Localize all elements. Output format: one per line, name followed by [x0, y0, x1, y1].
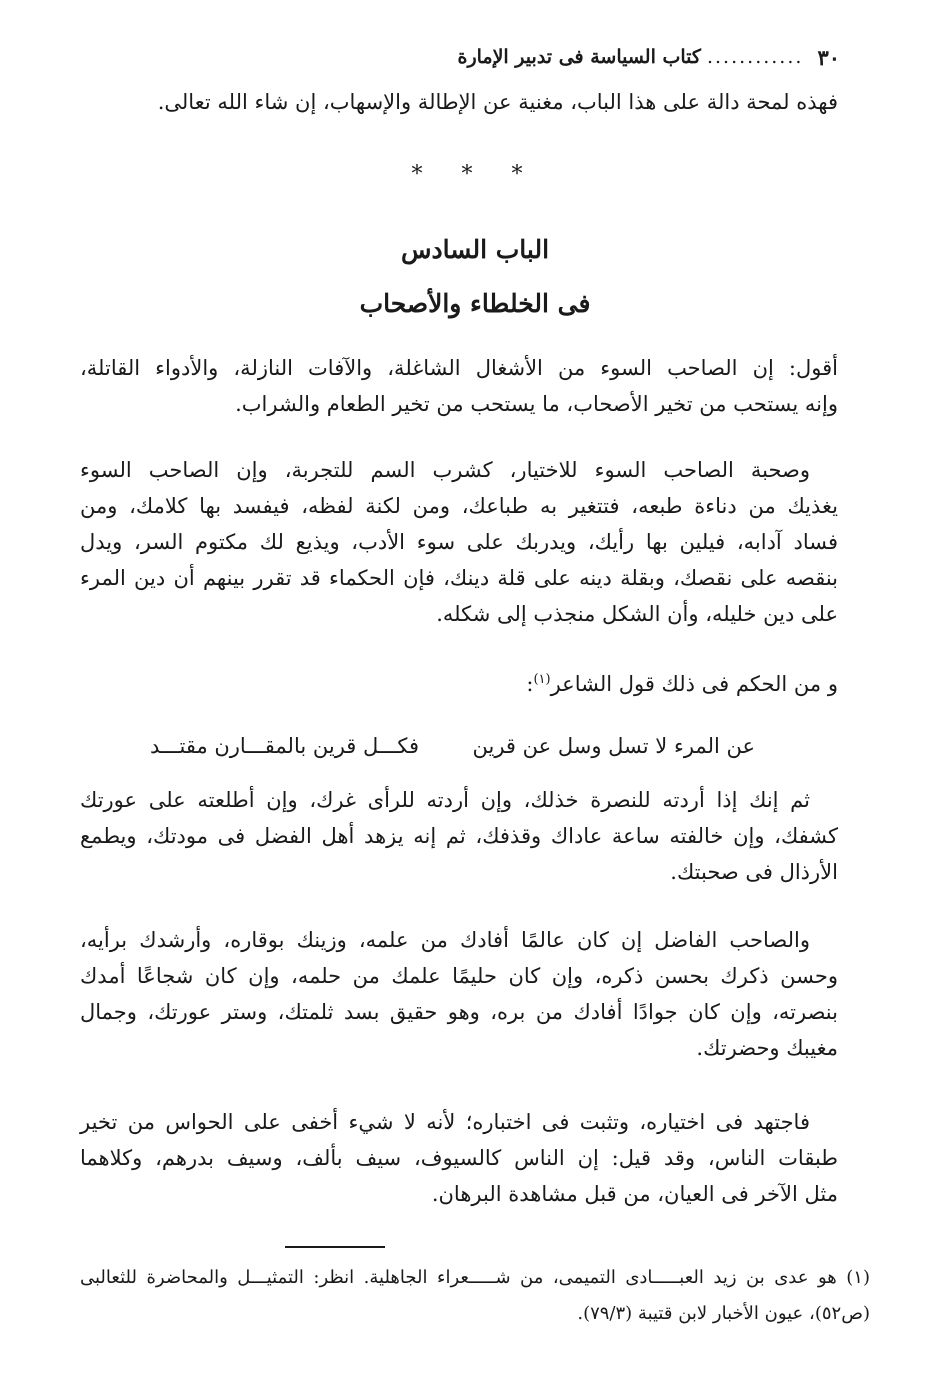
paragraph-2 [80, 452, 838, 632]
text-line: ثم إنك إذا أردته للنصرة خذلك، وإن أردته للرأى غرك، وإن أطلعته على عورتك [80, 788, 810, 812]
text-line: مثل الآخر فى العيان، من قبل مشاهدة البرهان. [431, 1182, 838, 1206]
text-line: بنقصه على نقصك، وبقلة دينه على قلة دينك، فإن الحكماء قد تقرر بينهم أن دين المرء [80, 566, 838, 590]
verse-second-hemistich: فكـــل قرين بالمقـــارن مقتـــد [150, 734, 419, 758]
text-line: يغذيك من دناءة طبعه، فتتغير به طباعك، ومن لكنة لفظه، فيفسد بها كلامك، ومن [80, 494, 838, 518]
text-line: على دين خليله، وأن الشكل منجذب إلى شكله. [436, 602, 838, 626]
paragraph-4 [80, 782, 838, 890]
footnote-divider [285, 1246, 385, 1248]
text-line: الأرذال فى صحبتك. [670, 860, 838, 884]
footnote [80, 1260, 870, 1332]
footnote-line: (ص٥٢)، عيون الأخبار لابن قتيبة (٧٩/٣). [577, 1303, 870, 1324]
text-line: كشفك، وإن خالفته ساعة عاداك وقذفك، ثم إنه يزهد أهل الفضل فى مودتك، ويطمع [80, 824, 838, 848]
text-line: فهذه لمحة دالة على هذا الباب، مغنية عن الإطالة والإسهاب، إن شاء الله تعالى. [157, 90, 838, 114]
chapter-title: الباب السادس [400, 235, 550, 264]
text-line: وإنه يستحب من تخير الأصحاب، ما يستحب من تخير الطعام والشراب. [235, 392, 838, 416]
text-line: وصحبة الصاحب السوء للاختيار، كشرب السم للتجربة، وإن الصاحب السوء [80, 458, 810, 482]
book-title: كتاب السياسة فى تدبير الإمارة [457, 46, 701, 68]
footnote-line: (١) هو عدى بن زيد العبـــــادى التميمى، من شـــــعراء الجاهلية. انظر: التمثيـــل والمحاضرة للثعالبى [80, 1267, 870, 1288]
section-separator: * * * [411, 162, 539, 187]
text-line: وحسن ذكرك بحسن ذكره، وإن كان حليمًا علمك من حلمه، وإن كان شجاعًا أمدك [80, 964, 838, 988]
text-line [80, 666, 838, 702]
paragraph-3 [80, 666, 838, 702]
page-number: ٣٠ [817, 44, 840, 70]
poem-verse [150, 728, 755, 764]
paragraph-5 [80, 922, 838, 1066]
text-line: طبقات الناس، وقد قيل: إن الناس كالسيوف، سيف بألف، وسيف بدرهم، وكلاهما [80, 1146, 838, 1170]
paragraph-6 [80, 1104, 838, 1212]
text-line: فساد آدابه، فيلين بها رأيك، ويدربك على سوء الأدب، ويذيع لك مكتوم السر، ويدل [80, 530, 838, 554]
header-leader-dots: ............ [706, 46, 804, 68]
running-header [80, 40, 840, 74]
intro-paragraph [80, 84, 838, 120]
verse-first-hemistich: عن المرء لا تسل وسل عن قرين [472, 734, 755, 758]
text-line: فاجتهد فى اختياره، وتثبت فى اختباره؛ لأنه لا شيء أخفى على الحواس من تخير [80, 1110, 810, 1134]
text-line: أقول: إن الصاحب السوء من الأشغال الشاغلة، والآفات النازلة، والأدواء القاتلة، [80, 356, 838, 380]
text-line: والصاحب الفاضل إن كان عالمًا أفادك من علمه، وزينك بوقاره، وأرشدك برأيه، [80, 928, 810, 952]
chapter-subtitle: فى الخلطاء والأصحاب [359, 289, 591, 318]
paragraph-1 [80, 350, 838, 422]
poet-intro-text: و من الحكم فى ذلك قول الشاعر [550, 672, 838, 696]
text-line: بنصرته، وإن كان جوادًا أفادك من بره، وهو حقيق بسد ثلمتك، وستر عورتك، وجمال [80, 1000, 838, 1024]
footnote-reference: (١) [533, 672, 551, 687]
text-line: مغيبك وحضرتك. [696, 1036, 838, 1060]
colon: : [526, 672, 534, 696]
